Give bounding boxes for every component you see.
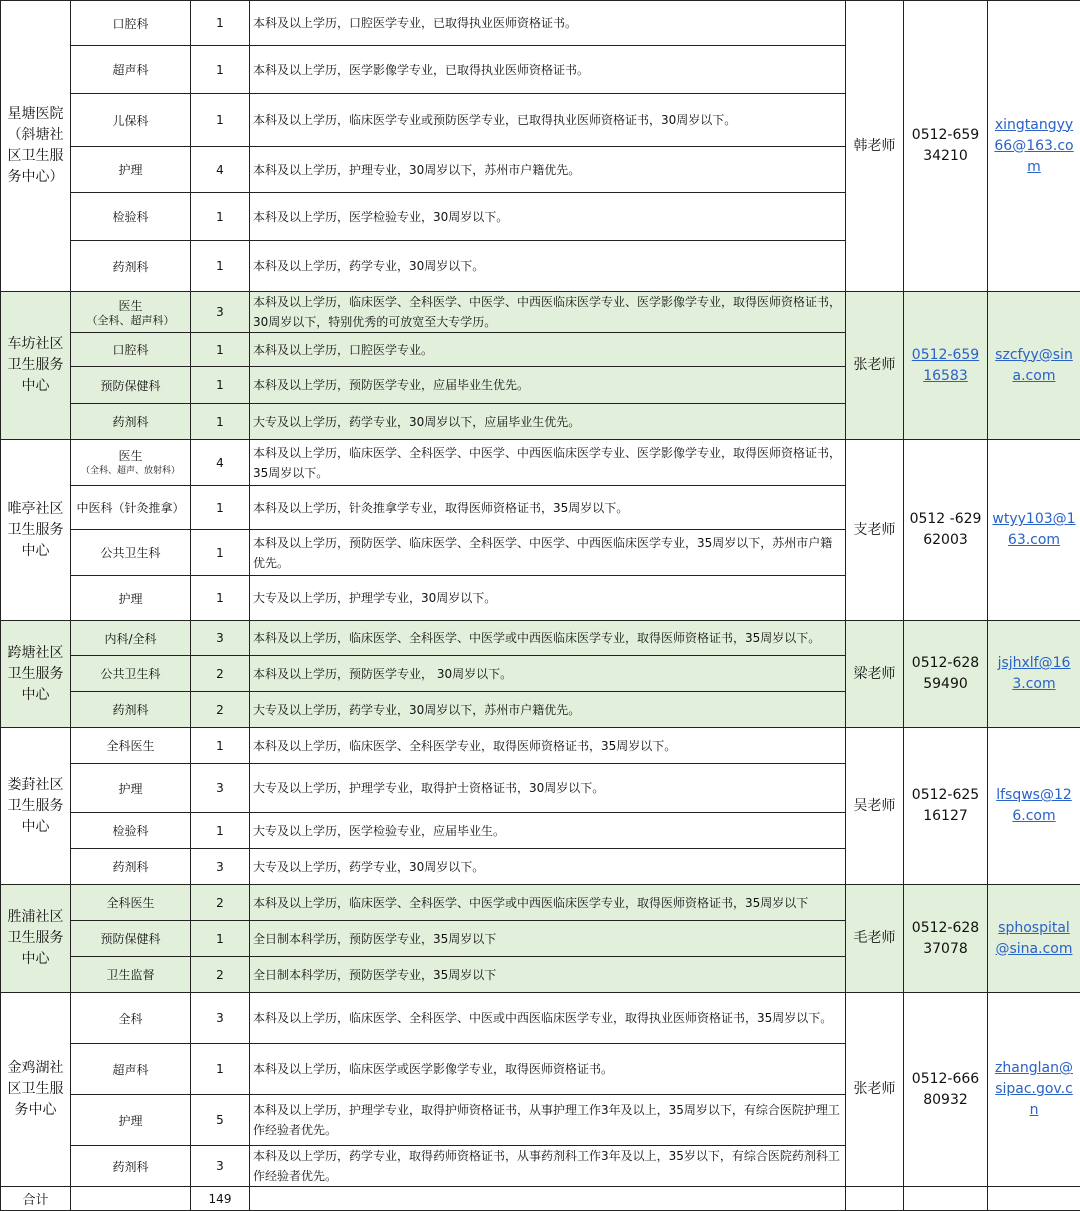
requirements: 大专及以上学历，护理学专业，取得护士资格证书，30周岁以下。 xyxy=(250,764,846,813)
phone: 0512-62837078 xyxy=(904,885,988,993)
email[interactable] xyxy=(988,440,1080,621)
department xyxy=(71,885,191,921)
requirements: 本科及以上学历，药学专业，30周岁以下。 xyxy=(250,241,846,292)
department xyxy=(71,576,191,621)
total-label: 合计 xyxy=(1,1187,71,1211)
headcount: 5 xyxy=(191,1095,250,1146)
department-name: 全科 xyxy=(118,1012,142,1026)
requirements: 本科及以上学历，口腔医学专业，已取得执业医师资格证书。 xyxy=(250,1,846,46)
phone: 0512-66680932 xyxy=(904,993,988,1187)
requirements: 本科及以上学历，预防医学、临床医学、全科医学、中医学、中西医临床医学专业，35周岁以下，苏州市户籍优先。 xyxy=(250,530,846,576)
contact-person: 张老师 xyxy=(846,292,904,440)
department-name: 检验科 xyxy=(112,824,148,838)
headcount: 1 xyxy=(191,813,250,849)
phone-link[interactable]: 0512-65916583 xyxy=(912,347,979,384)
headcount: 1 xyxy=(191,1,250,46)
headcount: 2 xyxy=(191,692,250,728)
department-name: 全科医生 xyxy=(106,739,154,753)
table-row xyxy=(1,728,1080,764)
department xyxy=(71,46,191,94)
requirements: 本科及以上学历，医学影像学专业，已取得执业医师资格证书。 xyxy=(250,46,846,94)
requirements: 本科及以上学历，临床医学或医学影像学专业，取得医师资格证书。 xyxy=(250,1044,846,1095)
department-name: 口腔科 xyxy=(112,343,148,357)
contact-person: 梁老师 xyxy=(846,621,904,728)
department-name: 卫生监督 xyxy=(106,968,154,982)
empty-cell xyxy=(250,1187,846,1211)
department xyxy=(71,1044,191,1095)
requirements: 大专及以上学历，药学专业，30周岁以下，苏州市户籍优先。 xyxy=(250,692,846,728)
department-name: 药剂科 xyxy=(112,703,148,717)
unit-name: 金鸡湖社区卫生服务中心 xyxy=(1,993,71,1187)
table-row xyxy=(1,621,1080,656)
department-name: 护理 xyxy=(118,163,142,177)
headcount: 2 xyxy=(191,885,250,921)
requirements: 本科及以上学历，临床医学、全科医学专业，取得医师资格证书，35周岁以下。 xyxy=(250,728,846,764)
department-name: 超声科 xyxy=(112,63,148,77)
department xyxy=(71,292,191,333)
headcount: 1 xyxy=(191,921,250,957)
empty-cell xyxy=(904,1187,988,1211)
department-name: 公共卫生科 xyxy=(100,546,160,560)
requirements: 本科及以上学历，临床医学、全科医学、中医学、中西医临床医学专业、医学影像学专业，取得医师资格证书，35周岁以下。 xyxy=(250,440,846,486)
department xyxy=(71,367,191,404)
department xyxy=(71,486,191,530)
headcount: 3 xyxy=(191,849,250,885)
headcount: 3 xyxy=(191,1146,250,1187)
department xyxy=(71,147,191,193)
department xyxy=(71,404,191,440)
email-link[interactable]: jsjhxlf@163.com xyxy=(998,655,1071,692)
headcount: 1 xyxy=(191,94,250,147)
department xyxy=(71,764,191,813)
email[interactable] xyxy=(988,885,1080,993)
table-row xyxy=(1,993,1080,1044)
requirements: 大专及以上学历，药学专业，30周岁以下，应届毕业生优先。 xyxy=(250,404,846,440)
unit-name: 胜浦社区卫生服务中心 xyxy=(1,885,71,993)
headcount: 2 xyxy=(191,957,250,993)
department-sub: （全科、超声、放射科） xyxy=(73,464,188,478)
department xyxy=(71,656,191,692)
department xyxy=(71,440,191,486)
department xyxy=(71,849,191,885)
department-name: 中医科（针灸推拿） xyxy=(76,501,184,515)
contact-person: 张老师 xyxy=(846,993,904,1187)
headcount: 4 xyxy=(191,440,250,486)
requirements: 本科及以上学历，口腔医学专业。 xyxy=(250,333,846,367)
email-link[interactable]: xingtangyy66@163.com xyxy=(994,117,1073,175)
empty-cell xyxy=(71,1187,191,1211)
unit-name: 车坊社区卫生服务中心 xyxy=(1,292,71,440)
headcount: 1 xyxy=(191,367,250,404)
headcount: 1 xyxy=(191,333,250,367)
department-name: 预防保健科 xyxy=(100,932,160,946)
department-name: 儿保科 xyxy=(112,114,148,128)
email-link[interactable]: lfsqws@126.com xyxy=(996,787,1072,824)
department xyxy=(71,957,191,993)
contact-person: 支老师 xyxy=(846,440,904,621)
headcount: 3 xyxy=(191,621,250,656)
department xyxy=(71,94,191,147)
headcount: 1 xyxy=(191,530,250,576)
email[interactable] xyxy=(988,621,1080,728)
table-row xyxy=(1,885,1080,921)
department-name: 医生 xyxy=(118,449,142,463)
email-link[interactable]: zhanglan@sipac.gov.cn xyxy=(995,1060,1073,1118)
requirements: 本科及以上学历，针灸推拿学专业，取得医师资格证书，35周岁以下。 xyxy=(250,486,846,530)
requirements: 本科及以上学历，临床医学、全科医学、中医或中西医临床医学专业，取得执业医师资格证书，35周岁以下。 xyxy=(250,993,846,1044)
total-count: 149 xyxy=(191,1187,250,1211)
department xyxy=(71,621,191,656)
table-body xyxy=(1,1,1080,1187)
email-link[interactable]: wtyy103@163.com xyxy=(992,511,1075,548)
total-row xyxy=(1,1187,1080,1211)
headcount: 1 xyxy=(191,728,250,764)
requirements: 本科及以上学历，护理学专业，取得护师资格证书，从事护理工作3年及以上，35周岁以下，有综合医院护理工作经验者优先。 xyxy=(250,1095,846,1146)
headcount: 1 xyxy=(191,241,250,292)
department-name: 公共卫生科 xyxy=(100,667,160,681)
headcount: 3 xyxy=(191,292,250,333)
requirements: 本科及以上学历，预防医学专业，应届毕业生优先。 xyxy=(250,367,846,404)
department xyxy=(71,692,191,728)
requirements: 全日制本科学历，预防医学专业，35周岁以下 xyxy=(250,957,846,993)
department-name: 药剂科 xyxy=(112,260,148,274)
requirements: 本科及以上学历，临床医学、全科医学、中医学或中西医临床医学专业，取得医师资格证书，35周岁以下 xyxy=(250,885,846,921)
empty-cell xyxy=(988,1187,1080,1211)
headcount: 1 xyxy=(191,193,250,241)
requirements: 大专及以上学历，医学检验专业，应届毕业生。 xyxy=(250,813,846,849)
email-link[interactable]: sphospital@sina.com xyxy=(996,920,1073,957)
department-name: 医生 xyxy=(118,299,142,313)
department xyxy=(71,1095,191,1146)
headcount: 3 xyxy=(191,993,250,1044)
phone: 0512 -62962003 xyxy=(904,440,988,621)
contact-person: 韩老师 xyxy=(846,1,904,292)
headcount: 3 xyxy=(191,764,250,813)
department-name: 护理 xyxy=(118,1114,142,1128)
empty-cell xyxy=(846,1187,904,1211)
department-name: 药剂科 xyxy=(112,860,148,874)
headcount: 1 xyxy=(191,486,250,530)
department-name: 药剂科 xyxy=(112,1160,148,1174)
department-name: 检验科 xyxy=(112,210,148,224)
department xyxy=(71,1,191,46)
department xyxy=(71,728,191,764)
requirements: 大专及以上学历，药学专业，30周岁以下。 xyxy=(250,849,846,885)
requirements: 本科及以上学历，护理专业，30周岁以下，苏州市户籍优先。 xyxy=(250,147,846,193)
requirements: 本科及以上学历，药学专业，取得药师资格证书，从事药剂科工作3年及以上，35岁以下，有综合医院药剂科工作经验者优先。 xyxy=(250,1146,846,1187)
department xyxy=(71,813,191,849)
headcount: 1 xyxy=(191,46,250,94)
department-name: 预防保健科 xyxy=(100,379,160,393)
requirements: 大专及以上学历，护理学专业，30周岁以下。 xyxy=(250,576,846,621)
requirements: 本科及以上学历，临床医学、全科医学、中医学或中西医临床医学专业，取得医师资格证书，35周岁以下。 xyxy=(250,621,846,656)
email[interactable] xyxy=(988,993,1080,1187)
department xyxy=(71,530,191,576)
department-sub: （全科、超声科） xyxy=(73,314,188,328)
contact-person: 毛老师 xyxy=(846,885,904,993)
department xyxy=(71,333,191,367)
email[interactable] xyxy=(988,1,1080,292)
department xyxy=(71,193,191,241)
department-name: 口腔科 xyxy=(112,17,148,31)
email[interactable] xyxy=(988,292,1080,440)
requirements: 本科及以上学历，临床医学专业或预防医学专业，已取得执业医师资格证书，30周岁以下。 xyxy=(250,94,846,147)
headcount: 2 xyxy=(191,656,250,692)
headcount: 1 xyxy=(191,404,250,440)
headcount: 4 xyxy=(191,147,250,193)
contact-person: 吴老师 xyxy=(846,728,904,885)
phone: 0512-62516127 xyxy=(904,728,988,885)
requirements: 本科及以上学历，预防医学专业， 30周岁以下。 xyxy=(250,656,846,692)
headcount: 1 xyxy=(191,1044,250,1095)
unit-name: 娄葑社区卫生服务中心 xyxy=(1,728,71,885)
headcount: 1 xyxy=(191,576,250,621)
requirements: 本科及以上学历，医学检验专业，30周岁以下。 xyxy=(250,193,846,241)
department-name: 内科/全科 xyxy=(104,632,156,646)
unit-name: 跨塘社区卫生服务中心 xyxy=(1,621,71,728)
department-name: 护理 xyxy=(118,592,142,606)
department xyxy=(71,1146,191,1187)
table-row xyxy=(1,292,1080,333)
department-name: 护理 xyxy=(118,782,142,796)
email-link[interactable]: szcfyy@sina.com xyxy=(995,347,1073,384)
department xyxy=(71,921,191,957)
department xyxy=(71,241,191,292)
table-row xyxy=(1,1,1080,46)
requirements: 本科及以上学历，临床医学、全科医学、中医学、中西医临床医学专业、医学影像学专业，取得医师资格证书，30周岁以下，特别优秀的可放宽至大专学历。 xyxy=(250,292,846,333)
department-name: 药剂科 xyxy=(112,415,148,429)
unit-name: 唯亭社区卫生服务中心 xyxy=(1,440,71,621)
email[interactable] xyxy=(988,728,1080,885)
department-name: 超声科 xyxy=(112,1063,148,1077)
phone[interactable] xyxy=(904,292,988,440)
department-name: 全科医生 xyxy=(106,896,154,910)
unit-name: 星塘医院（斜塘社区卫生服务中心） xyxy=(1,1,71,292)
table-row xyxy=(1,440,1080,486)
requirements: 全日制本科学历，预防医学专业，35周岁以下 xyxy=(250,921,846,957)
department xyxy=(71,993,191,1044)
phone: 0512-65934210 xyxy=(904,1,988,292)
phone: 0512-62859490 xyxy=(904,621,988,728)
